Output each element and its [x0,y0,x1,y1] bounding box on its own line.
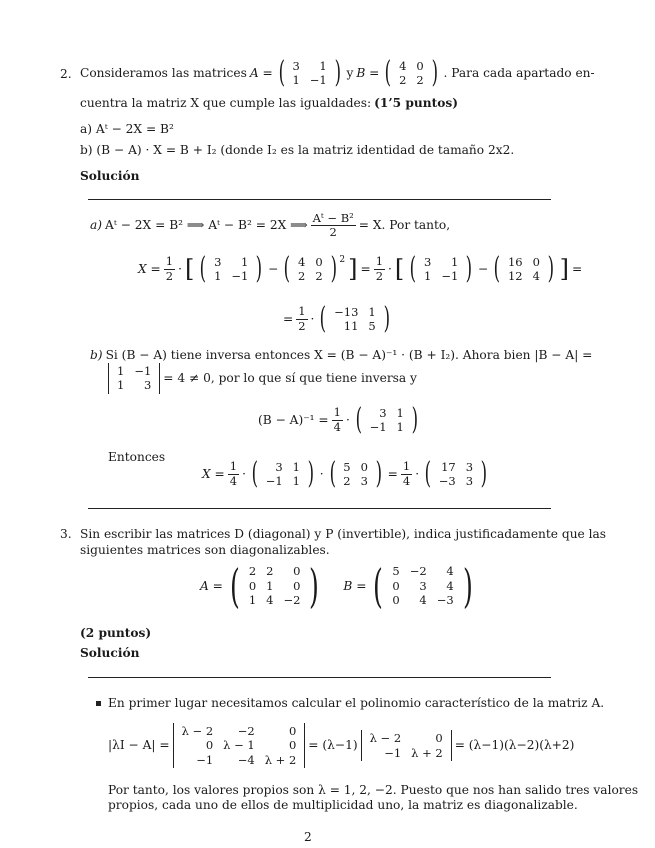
matrix-row [329,305,381,319]
det-3x3 [173,723,306,768]
det-b-minus-a [108,363,160,394]
matrix-cell: −3 [436,593,454,608]
matrix-row [244,593,306,607]
matrix-cell: 11 [343,319,359,333]
half-den: 2 [298,318,306,333]
matrix-inverse: ( 3 1 −1 1 ) [355,402,418,437]
matrix-cell: 16 [507,254,523,269]
matrix-cell: 2 [343,474,351,488]
matrix-m3: ( 3 1 1 −1 ) [409,251,473,286]
matrix-row [209,269,253,283]
solution-b-text1: Si (B − A) tiene inversa entonces X = (B − A)⁻¹ · (B + I₂). Ahora bien |B − A| = [105,348,593,362]
problem-2-solution-label: Solución [80,169,140,183]
bullet-text: En primer lugar necesitamos calcular el polinomio característico de la matriz A. [108,696,605,710]
problem-2-number: 2. [60,67,72,81]
matrix-row [387,579,458,593]
solution-a-equation2 [283,301,392,336]
matrix-row [287,59,331,73]
divider [88,677,551,678]
matrix-cell: 3 [292,58,300,73]
matrix-cell: 0 [392,593,400,608]
solution-a-line1 [90,212,450,239]
open-bracket: [ [394,255,405,283]
matrix-entries [287,59,331,88]
matrix-cell: 5 [343,459,351,474]
matrix-entries [394,59,429,88]
matrix-cell: −1 [441,269,459,283]
matrix-entries [503,255,545,284]
quarter-den: 4 [333,419,341,434]
problem-2-intro-end: . Para cada apartado en- [443,65,595,80]
matrix-cell: −2 [237,724,255,738]
half-num: 1 [375,254,384,269]
matrix-entries [293,255,328,284]
matrix-row [177,724,302,738]
matrix-cell: 1 [292,474,300,488]
matrix-cell: 4 [532,269,540,283]
matrix-b-label: B = [343,578,367,593]
matrix-cell: 4 [266,593,274,608]
matrix-cell: 2 [416,73,424,87]
matrix-cell: 0 [315,254,323,269]
matrix-cell: 1 [248,593,257,608]
matrix-a-label: A = [200,578,223,593]
matrix-row [177,738,302,752]
half-den: 2 [165,268,174,283]
matrix-cell: 3 [143,378,152,393]
matrix-a3: ( 2 2 0 0 1 0 1 4 −2 ) [229,559,320,613]
matrix-cell: 0 [392,578,400,593]
problem-2-item-a: a) Aᵗ − 2X = B² [80,122,174,136]
inverse-equation [258,402,421,437]
matrix-row [394,73,429,87]
matrix-cell: −1 [196,752,214,767]
final-x-equation [202,456,490,491]
x-label: X = [138,261,161,276]
matrix-cell: −4 [237,752,255,767]
matrix-cell: λ + 2 [411,745,443,760]
matrix-row [434,474,478,488]
problem-3-line1: Sin escribir las matrices D (diagonal) y P (invertible), indica justificadamente que las [80,527,607,541]
matrix-cell: −1 [369,420,387,434]
matrix-cell: −2 [409,564,427,579]
matrix-cell: 3 [360,474,368,488]
matrix-b: ( 4 0 2 2 ) [385,55,438,90]
matrix-cell: 3 [379,405,387,420]
matrix-row [387,593,458,607]
matrix-cell: 1 [266,578,274,593]
open-bracket: [ [184,255,195,283]
solution-b-text2: = 4 ≠ 0, por lo que sí que tiene inversa y [163,371,417,386]
matrix-cell: 1 [396,420,404,434]
dot: · [345,412,350,427]
matrix-cell: 1 [292,459,300,474]
matrix-row [209,255,253,269]
dot: · [178,261,182,276]
matrix-cell: 5 [368,319,376,333]
quarter-den: 4 [229,473,238,488]
matrix-row [287,73,331,87]
problem-3-number: 3. [60,527,72,541]
half-num: 1 [165,254,174,269]
matrix-cell: 2 [266,564,274,579]
matrix-cell: 4 [446,578,454,593]
equals: = [283,311,294,326]
matrix-row [261,474,305,488]
matrix-cell: 3 [419,578,427,593]
matrix-entries [365,406,409,435]
matrix-cell: 0 [293,578,301,593]
matrix-cell: −2 [283,593,301,608]
matrix-row [394,59,429,73]
matrix-cell: −1 [309,73,327,87]
quarter-num: 1 [333,405,341,420]
solution-b-line1 [90,347,592,363]
matrix-cell: 1 [450,254,459,269]
square-exponent: 2 [339,255,346,265]
matrix-m8: ( 17 3 −3 3 ) [424,456,488,491]
matrix-cell: 12 [507,269,523,283]
matrix-entries [177,724,302,767]
matrix-cell: 3 [465,459,474,474]
close-bracket: ] [348,255,358,283]
matrix-row [112,378,156,392]
x-label: X = [202,466,225,481]
quarter [332,406,343,433]
close-bracket: ] [559,255,569,283]
matrix-row [365,406,409,420]
matrix-row [329,319,381,333]
characteristic-polynomial [108,723,574,768]
matrix-row [419,255,463,269]
solution-a-text2: = X. Por tanto, [358,218,451,233]
matrix-m5: ( −13 1 11 5 ) [320,301,390,336]
matrix-cell: 0 [416,58,424,73]
matrix-row [503,255,545,269]
matrix-cell: 0 [288,724,297,738]
bullet-icon [96,701,101,706]
matrix-cell: 17 [441,459,456,474]
matrix-cell: λ + 2 [264,752,297,767]
solution-b-line2 [108,363,417,394]
matrix-cell: 5 [392,564,400,579]
matrix-cell: 2 [315,269,323,283]
matrix-cell: 3 [214,254,222,269]
conclusion-line2: propios, cada uno de ellos de multiplicidad uno, la matriz es diagonalizable. [108,798,578,812]
det-2x2 [361,730,452,761]
dot: · [310,311,315,326]
minus: − [478,261,489,276]
problem-2-item-b: b) (B − A) · X = B + I₂ (donde I₂ es la matriz identidad de tamaño 2x2. [80,143,515,157]
matrix-cell: 1 [241,254,249,269]
dot: · [319,466,324,481]
matrix-entries [338,460,373,489]
page-number: 2 [304,830,312,844]
matrix-cell: λ − 2 [181,724,214,738]
dot: · [415,466,420,481]
matrix-cell: 0 [288,738,297,753]
equals: = [387,466,398,481]
frac-den: 2 [329,225,337,240]
matrix-cell: 0 [360,459,368,474]
matrix-entries [387,564,458,607]
matrix-row [365,746,448,760]
matrix-cell: −13 [334,304,359,319]
matrix-row [112,364,156,378]
matrix-cell: 4 [399,58,407,73]
matrix-cell: 3 [275,459,283,474]
matrix-entries [261,460,305,489]
half-den: 2 [375,268,384,283]
dot: · [388,261,392,276]
matrix-cell: 0 [293,564,301,579]
matrix-cell: −1 [231,269,249,283]
half [164,255,175,282]
matrix-row [338,474,373,488]
matrix-m1: ( 3 1 1 −1 ) [199,251,263,286]
quarter [228,460,239,487]
solution-a-text1: Aᵗ − 2X = B² ⟹ Aᵗ − B² = 2X ⟹ [105,218,308,233]
minus: − [268,261,279,276]
problem-3-solution-label: Solución [80,646,140,660]
matrix-cell: −3 [438,474,456,488]
dot: · [242,466,246,481]
equals: = [572,261,583,276]
problem-2-statement-line1 [80,55,595,90]
entonces-label: Entonces [108,450,166,464]
fraction [311,212,356,239]
matrix-m2: ( 4 0 2 2 ) $^2$ [283,251,346,286]
problem-3-matrices [200,559,477,613]
quarter [401,460,412,487]
solution-b-label: b) [90,348,103,362]
matrix-row [365,420,409,434]
det-lhs: |λI − A| = [108,738,170,753]
matrix-row [293,255,328,269]
matrix-cell: 2 [399,73,407,87]
matrix-entries [244,564,306,607]
matrix-cell: 0 [532,254,540,269]
divider [88,508,551,509]
matrix-a-label: A = [249,65,273,80]
matrix-m4: ( 16 0 12 4 ) [493,251,554,286]
problem-3-line2: siguientes matrices son diagonalizables. [80,543,330,557]
matrix-cell: 0 [435,731,443,746]
matrix-cell: 1 [214,269,222,283]
matrix-cell: λ − 1 [223,738,255,753]
problem-2-points: (1’5 puntos) [374,96,458,110]
matrix-row [419,269,463,283]
matrix-row [338,460,373,474]
matrix-cell: 4 [446,564,454,579]
matrix-row [434,460,478,474]
problem-2-intro: Consideramos las matrices [80,65,247,80]
matrix-cell: 4 [419,593,427,608]
matrix-cell: 1 [396,405,404,420]
equals: = [360,261,371,276]
matrix-row [177,753,302,767]
matrix-row [387,564,458,578]
quarter-num: 1 [229,459,238,474]
matrix-cell: −1 [384,745,402,760]
det-mid: = (λ−1) [308,738,358,753]
matrix-cell: 0 [205,738,214,753]
problem-2-statement-line2 [80,95,458,111]
matrix-a: ( 3 1 1 −1 ) [278,55,341,90]
matrix-cell: 0 [248,578,257,593]
matrix-cell: 1 [292,73,300,87]
and-word: y [346,65,354,80]
frac-num: Aᵗ − B² [312,211,354,225]
matrix-m7: ( 5 0 2 3 ) [329,456,383,491]
problem-2-line2: cuentra la matriz X que cumple las igualdades: [80,96,372,110]
matrix-entries [419,255,463,284]
matrix-entries [209,255,253,284]
matrix-m6: ( 3 1 −1 1 ) [251,456,315,491]
matrix-cell: λ − 2 [369,731,402,746]
half-num: 1 [298,304,306,319]
matrix-entries [329,305,381,334]
matrix-cell: 1 [368,304,376,319]
half [296,305,307,332]
matrix-row [261,460,305,474]
half [374,255,385,282]
inverse-lhs: (B − A)⁻¹ = [258,412,329,427]
matrix-cell: 1 [424,269,432,283]
matrix-b3: ( 5 −2 4 0 3 4 0 4 −3 ) [373,559,473,613]
matrix-cell: 2 [298,269,306,283]
divider [88,199,551,200]
conclusion-line1: Por tanto, los valores propios son λ = 1, 2, −2. Puesto que nos han salido tres valores [108,783,639,797]
matrix-cell: 1 [117,364,125,378]
matrix-cell: 2 [248,564,257,579]
matrix-cell: 3 [465,474,474,488]
matrix-entries [434,460,478,489]
matrix-row [293,269,328,283]
quarter-den: 4 [402,473,411,488]
matrix-cell: −1 [265,474,283,488]
matrix-cell: 4 [298,254,306,269]
matrix-b-label: B = [356,65,380,80]
solution-a-equation1 [138,251,583,286]
matrix-row [365,731,448,745]
problem-3-points: (2 puntos) [80,626,152,640]
det-result: = (λ−1)(λ−2)(λ+2) [454,738,575,753]
quarter-num: 1 [402,459,411,474]
matrix-row [503,269,545,283]
matrix-row [244,564,306,578]
matrix-cell: 1 [117,378,125,393]
matrix-entries [365,731,448,760]
matrix-entries [112,364,156,393]
matrix-row [244,579,306,593]
matrix-cell: 3 [424,254,432,269]
matrix-cell: −1 [134,364,152,378]
solution-a-label: a) [90,218,103,233]
matrix-cell: 1 [319,58,327,73]
